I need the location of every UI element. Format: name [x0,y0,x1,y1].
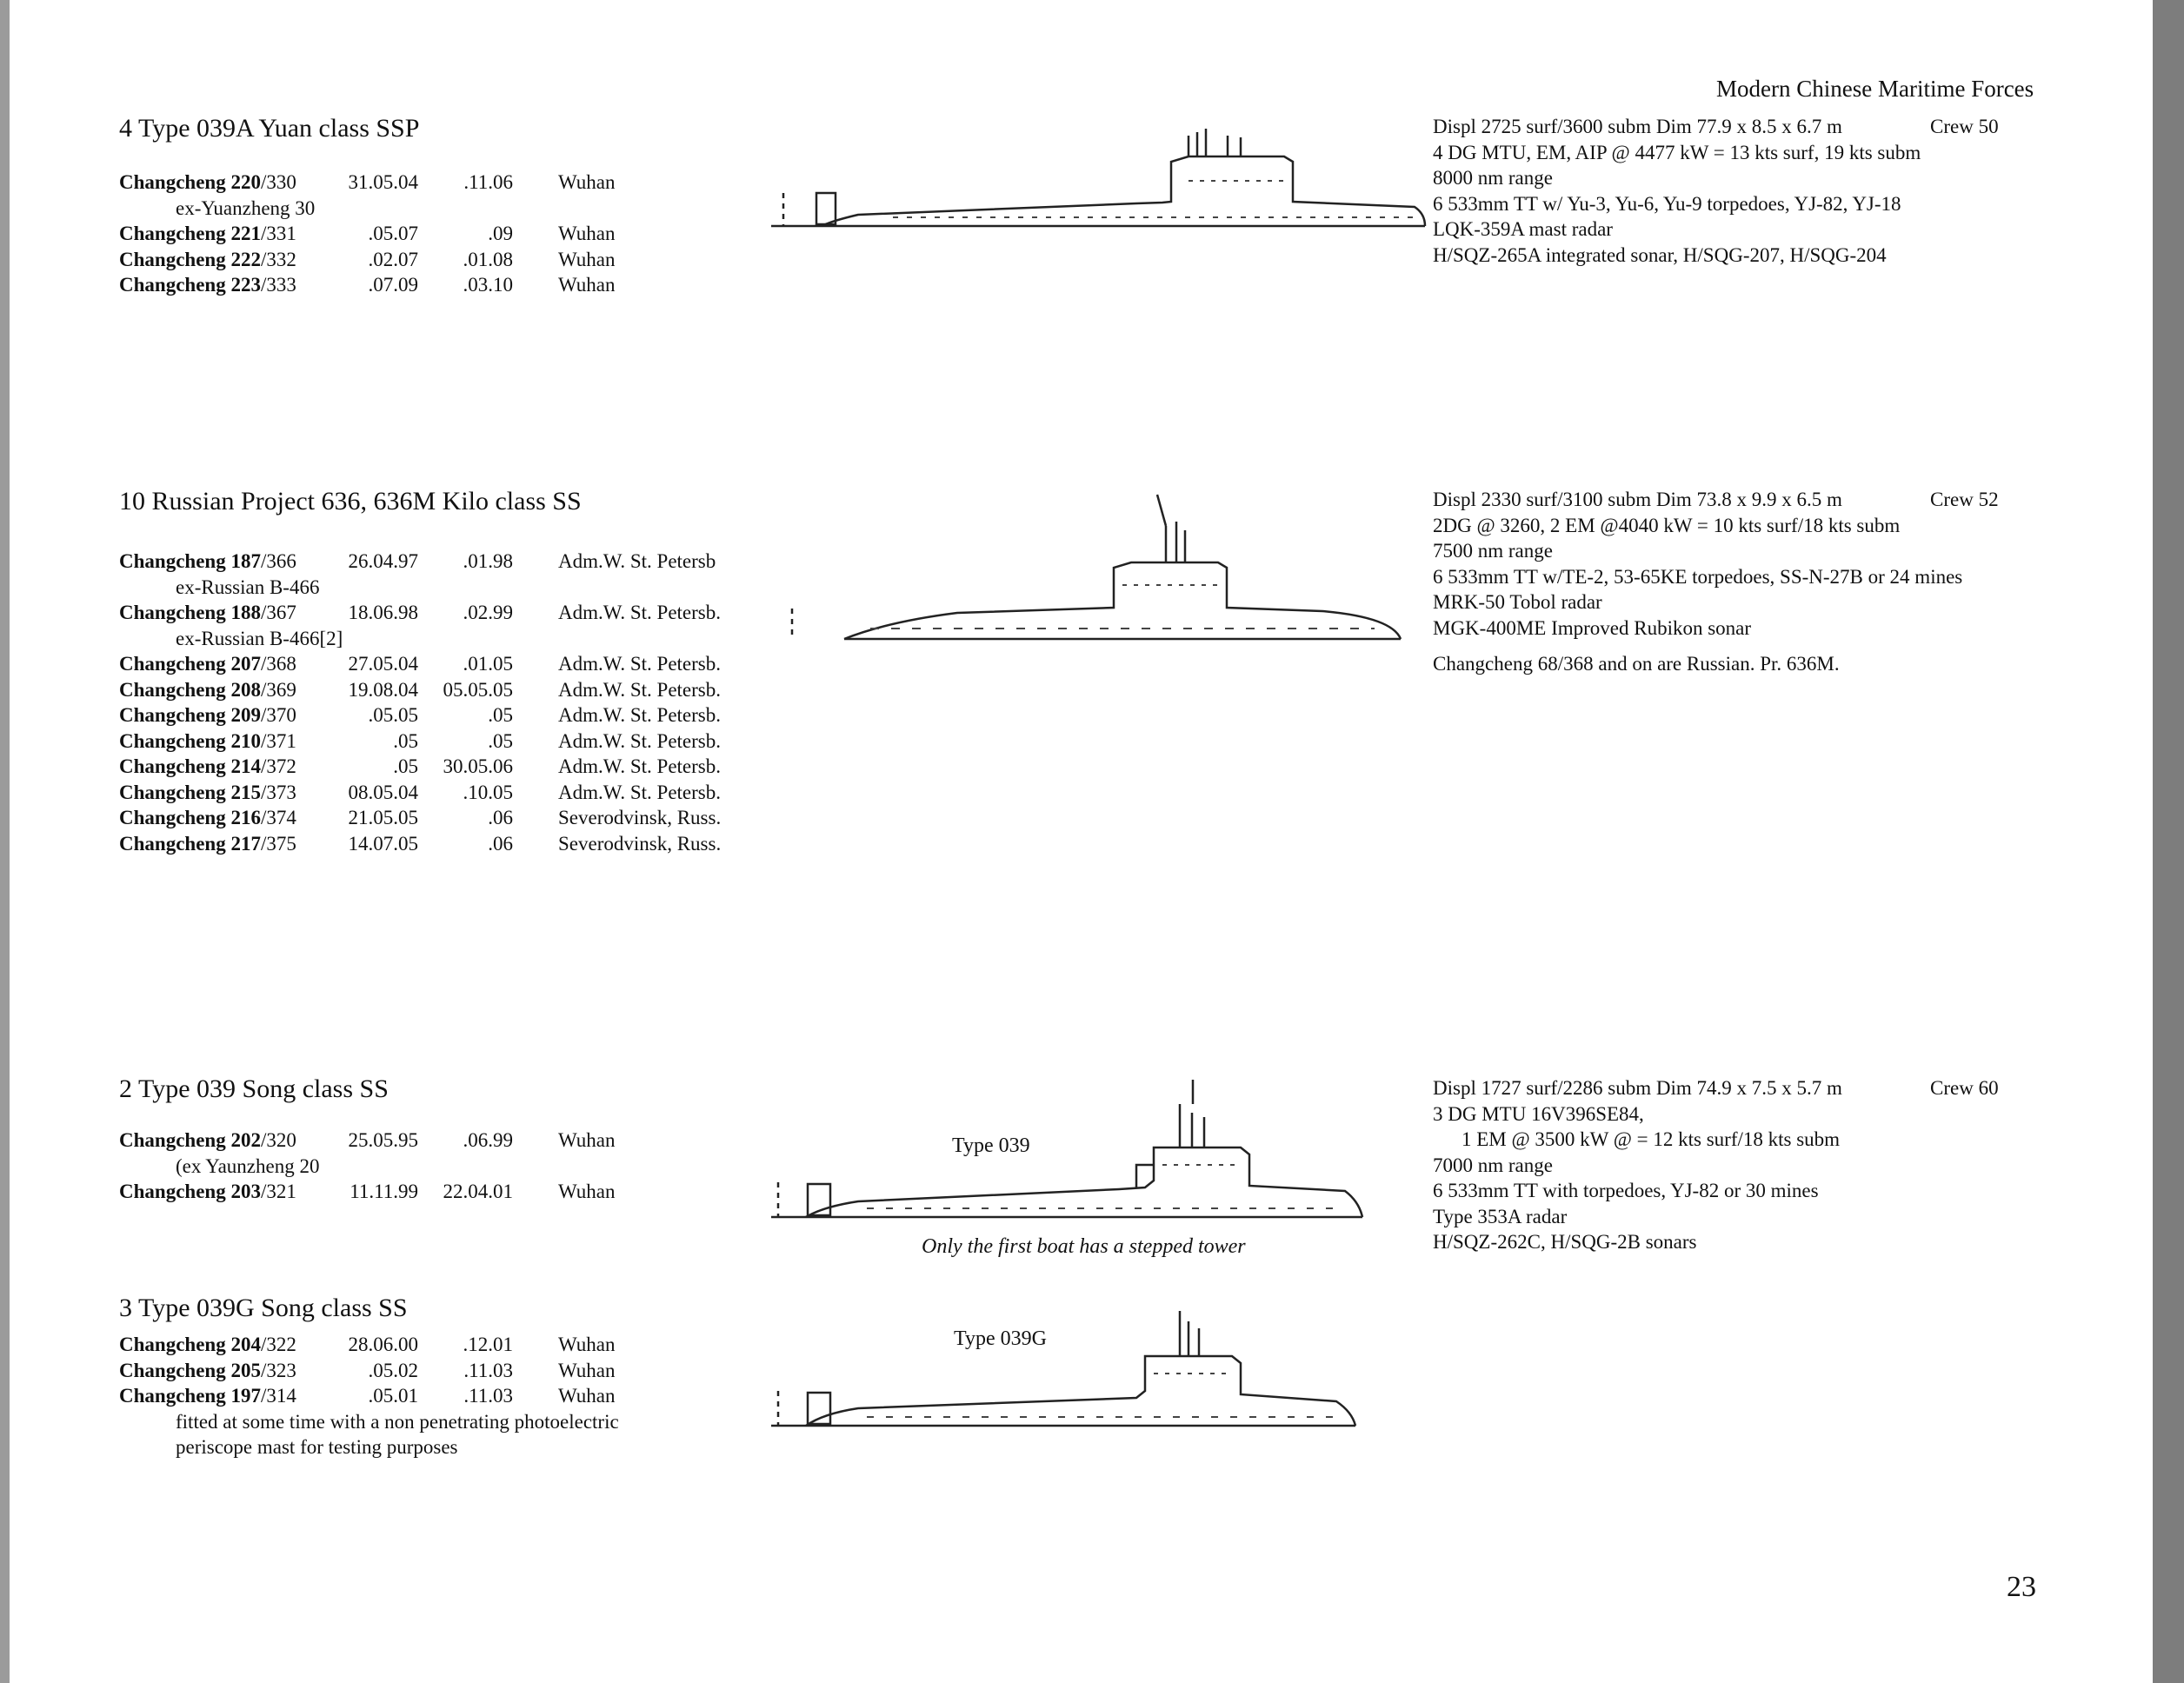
boat-remark-line: fitted at some time with a non penetrating photoelectric [176,1410,619,1433]
boat-row [119,702,780,728]
commissioned-date: 05.05.05 [443,678,513,701]
laid-down-date: .05.07 [368,223,418,244]
boat-designation [119,221,296,247]
boat-note [119,1154,780,1180]
laid-down-date: .07.09 [368,274,418,296]
boat-former-name: ex-Yuanzheng 30 [176,196,316,219]
spec-line: 6 533mm TT w/ Yu-3, Yu-6, Yu-9 torpedoes, YJ-82, YJ-18 [1433,192,1901,215]
commissioned-date: .09 [488,223,513,244]
boat-note [119,196,780,222]
boat-name: Changcheng 208 [119,678,261,701]
laid-down-date: 25.05.95 [348,1129,418,1151]
viewer-scroll-edge [2153,0,2184,1683]
drawing-caption [922,1235,1246,1259]
spec-displacement: Displ 2330 surf/3100 subm Dim 73.8 x 9.9 x 6.5 m [1433,489,1842,510]
boat-designation [119,1128,296,1154]
commissioned-date: .06.99 [463,1129,513,1151]
laid-down-date: 18.06.98 [348,602,418,623]
boat-pennant: /314 [260,1385,296,1407]
boat-row [119,805,780,831]
specs-yuan [1433,114,2128,268]
boat-row [119,1332,780,1358]
kilo-class-profile-drawing [783,491,1409,648]
boat-row [119,272,780,298]
drawing-label-type-039: Type 039 [952,1134,1030,1157]
spec-crew: Crew 52 [1930,489,1999,510]
drawing-caption-text: Only the first boat has a stepped tower [922,1235,1246,1258]
spec-line: 3 DG MTU 16V396SE84, [1433,1102,1644,1125]
commissioned-date: .11.06 [463,171,513,193]
boat-pennant: /369 [260,678,296,701]
spec-line: H/SQZ-265A integrated sonar, H/SQG-207, H/SQG-204 [1433,243,1887,266]
spec-line: 6 533mm TT with torpedoes, YJ-82 or 30 mines [1433,1180,1819,1201]
boat-name: Changcheng 197 [119,1385,261,1407]
boat-pennant: /374 [260,807,296,828]
boat-name: Changcheng 222 [119,248,261,270]
boat-note [119,575,780,601]
laid-down-date: 27.05.04 [348,653,418,675]
boat-designation [119,549,296,575]
boat-row [119,221,780,247]
boat-row [119,600,780,626]
shipyard: Wuhan [558,223,616,244]
shipyard: Adm.W. St. Petersb. [558,602,721,623]
section-title-song: 2 Type 039 Song class SS [119,1074,389,1103]
shipyard: Wuhan [558,248,616,270]
shipyard: Wuhan [558,1334,616,1355]
boat-pennant: /330 [260,171,296,193]
shipyard: Severodvinsk, Russ. [558,807,722,828]
shipyard: Wuhan [558,1129,616,1151]
specs-song [1433,1075,2128,1255]
spec-displacement-line [1433,1075,2128,1101]
commissioned-date: .11.03 [463,1359,513,1381]
boat-pennant: /331 [260,223,296,244]
boat-pennant: /368 [260,653,296,675]
boat-former-name: ex-Russian B-466[2] [176,627,343,649]
laid-down-date: .05.02 [368,1359,418,1381]
spec-line: 7500 nm range [1433,540,1553,562]
commissioned-date: .03.10 [463,274,513,296]
boat-row [119,1383,780,1409]
boat-note [119,626,780,652]
boat-pennant: /375 [260,832,296,855]
boat-designation [119,247,296,273]
spec-line: MGK-400ME Improved Rubikon sonar [1433,616,1752,639]
song-class-profile-drawing [771,1078,1371,1226]
boat-former-name: ex-Russian B-466 [176,575,320,598]
section-title-song-g: 3 Type 039G Song class SS [119,1294,408,1322]
commissioned-date: .10.05 [463,781,513,803]
shipyard: Wuhan [558,274,616,296]
boat-pennant: /367 [260,602,296,623]
boat-name: Changcheng 205 [119,1359,261,1381]
boat-row [119,1128,780,1154]
boat-designation [119,754,296,780]
boat-designation [119,728,296,755]
spec-line: H/SQZ-262C, H/SQG-2B sonars [1433,1231,1697,1253]
boat-name: Changcheng 215 [119,781,261,803]
spec-displacement-line [1433,114,2128,140]
boat-row [119,754,780,780]
section-title-kilo: 10 Russian Project 636, 636M Kilo class SS [119,487,582,516]
boat-designation [119,272,296,298]
spec-line: MRK-50 Tobol radar [1433,591,1602,613]
laid-down-date: 11.11.99 [350,1181,418,1202]
boat-designation [119,805,296,831]
commissioned-date: .01.05 [463,653,513,675]
boat-designation [119,831,296,857]
shipyard: Wuhan [558,1359,616,1381]
shipyard: Adm.W. St. Petersb. [558,704,721,726]
yuan-class-profile-drawing [771,120,1432,233]
spec-remark: Changcheng 68/368 and on are Russian. Pr. 636M. [1433,653,1840,675]
boat-name: Changcheng 187 [119,550,261,572]
spec-line: 6 533mm TT w/TE-2, 53-65KE torpedoes, SS-N-27B or 24 mines [1433,565,1963,588]
boat-remark-line: periscope mast for testing purposes [176,1436,458,1458]
specs-kilo [1433,487,2128,677]
boat-designation [119,600,296,626]
boat-name: Changcheng 210 [119,729,261,752]
boat-name: Changcheng 223 [119,274,261,296]
boat-designation [119,677,296,703]
boat-pennant: /323 [260,1359,296,1381]
boat-row [119,651,780,677]
boat-name: Changcheng 207 [119,653,261,675]
spec-displacement: Displ 2725 surf/3600 subm Dim 77.9 x 8.5 x 6.7 m [1433,116,1842,137]
boat-pennant: /333 [260,274,296,296]
laid-down-date: .05.01 [368,1385,418,1407]
spec-crew: Crew 50 [1930,116,1999,137]
shipyard: Adm.W. St. Petersb [558,550,716,572]
boat-name: Changcheng 217 [119,832,261,855]
commissioned-date: .06 [488,807,513,828]
boat-designation [119,1383,296,1409]
page-number: 23 [2007,1571,2036,1603]
shipyard: Wuhan [558,171,616,193]
boat-name: Changcheng 214 [119,755,261,777]
laid-down-date: 14.07.05 [348,832,418,855]
song-g-class-profile-drawing [771,1304,1371,1434]
boat-pennant: /371 [260,729,296,752]
boat-pennant: /332 [260,248,296,270]
boat-name: Changcheng 220 [119,171,261,193]
spec-crew: Crew 60 [1930,1077,1999,1099]
spec-displacement: Displ 1727 surf/2286 subm Dim 74.9 x 7.5 x 5.7 m [1433,1077,1842,1099]
boat-pennant: /321 [260,1181,296,1202]
boat-designation [119,1332,296,1358]
boat-name: Changcheng 202 [119,1129,261,1151]
boat-name: Changcheng 204 [119,1334,261,1355]
commissioned-date: .12.01 [463,1334,513,1355]
boat-row [119,170,780,196]
shipyard: Adm.W. St. Petersb. [558,653,721,675]
spec-displacement-line [1433,487,2128,513]
commissioned-date: .02.99 [463,602,513,623]
boat-pennant: /322 [260,1334,296,1355]
spec-line: LQK-359A mast radar [1433,218,1613,240]
shipyard: Adm.W. St. Petersb. [558,678,721,701]
boat-designation [119,651,296,677]
document-page [10,0,2153,1683]
commissioned-date: 30.05.06 [443,755,513,777]
commissioned-date: .05 [488,729,513,752]
boat-row [119,780,780,806]
laid-down-date: 28.06.00 [348,1334,418,1355]
laid-down-date: 21.05.05 [348,807,418,828]
boat-designation [119,780,296,806]
boat-row [119,1358,780,1384]
boat-designation [119,170,296,196]
boat-designation [119,1179,296,1205]
shipyard: Severodvinsk, Russ. [558,832,722,855]
boat-row [119,831,780,857]
spec-line: 1 EM @ 3500 kW @ = 12 kts surf/18 kts subm [1462,1128,1841,1150]
shipyard: Wuhan [558,1385,616,1407]
commissioned-date: .05 [488,704,513,726]
boat-row [119,247,780,273]
boat-name: Changcheng 209 [119,704,261,726]
boat-pennant: /320 [260,1129,296,1151]
laid-down-date: 31.05.04 [348,171,418,193]
boat-name: Changcheng 188 [119,602,261,623]
laid-down-date: .05.05 [368,704,418,726]
boat-pennant: /372 [260,755,296,777]
boat-pennant: /373 [260,781,296,803]
boat-designation [119,702,296,728]
commissioned-date: .01.98 [463,550,513,572]
boat-pennant: /370 [260,704,296,726]
spec-line: 7000 nm range [1433,1154,1553,1176]
spec-line: Type 353A radar [1433,1205,1568,1227]
commissioned-date: .06 [488,832,513,855]
laid-down-date: 19.08.04 [348,678,418,701]
laid-down-date: 08.05.04 [348,781,418,803]
shipyard: Wuhan [558,1181,616,1202]
laid-down-date: 26.04.97 [348,550,418,572]
laid-down-date: .02.07 [368,248,418,270]
boat-pennant: /366 [260,550,296,572]
boat-row [119,677,780,703]
spec-line: 8000 nm range [1433,167,1553,189]
boat-name: Changcheng 203 [119,1181,261,1202]
laid-down-date: .05 [393,729,418,752]
drawing-label-type-039g: Type 039G [954,1327,1047,1350]
boat-designation [119,1358,296,1384]
boat-name: Changcheng 221 [119,223,261,244]
spec-line: 4 DG MTU, EM, AIP @ 4477 kW = 13 kts surf, 19 kts subm [1433,141,1921,163]
spec-line: 2DG @ 3260, 2 EM @4040 kW = 10 kts surf/18 kts subm [1433,514,1901,536]
commissioned-date: .01.08 [463,248,513,270]
boat-name: Changcheng 216 [119,807,261,828]
running-header: Modern Chinese Maritime Forces [1716,76,2034,102]
boat-row [119,728,780,755]
shipyard: Adm.W. St. Petersb. [558,755,721,777]
boat-row [119,549,780,575]
commissioned-date: 22.04.01 [443,1181,513,1202]
boat-former-name: (ex Yaunzheng 20 [176,1154,320,1177]
laid-down-date: .05 [393,755,418,777]
section-title-yuan: 4 Type 039A Yuan class SSP [119,114,420,143]
boat-row [119,1179,780,1205]
shipyard: Adm.W. St. Petersb. [558,781,721,803]
shipyard: Adm.W. St. Petersb. [558,729,721,752]
commissioned-date: .11.03 [463,1385,513,1407]
